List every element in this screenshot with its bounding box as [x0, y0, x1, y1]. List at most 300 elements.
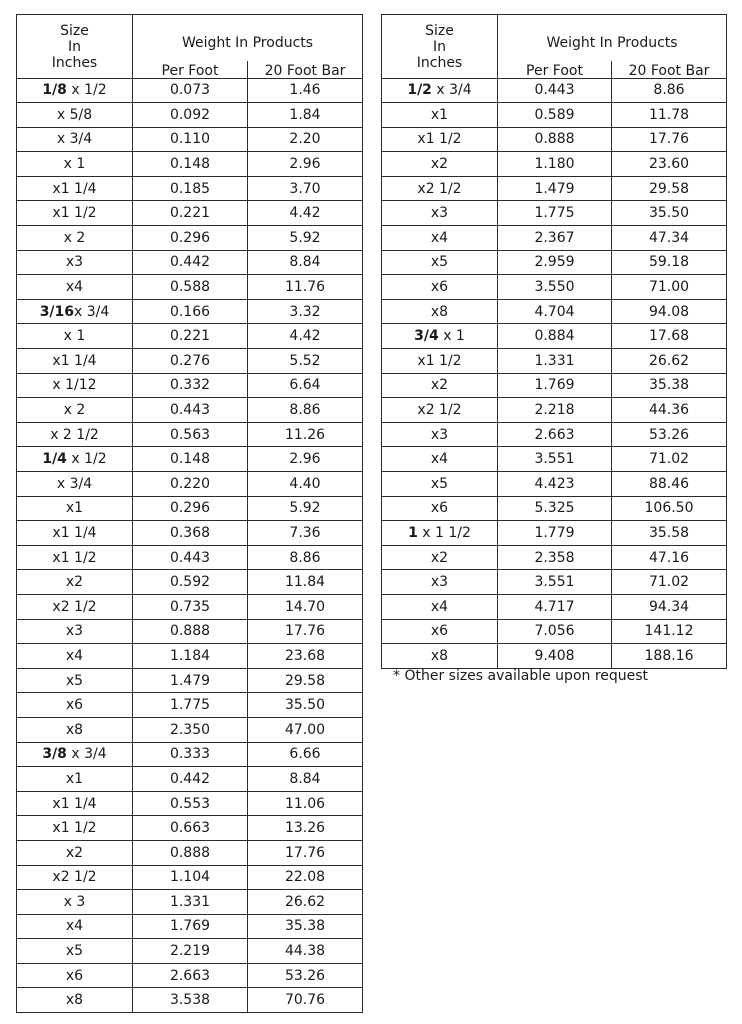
weight-table-left	[16, 14, 363, 1013]
table-row	[382, 644, 727, 669]
size-header-line1: Size	[425, 22, 454, 39]
table-row	[17, 594, 363, 619]
per-foot-cell: 3.550	[498, 275, 612, 300]
per-foot-cell: 1.331	[133, 890, 248, 915]
size-cell	[382, 201, 498, 226]
size-cell	[17, 570, 133, 595]
bar-weight-cell: 5.92	[248, 496, 363, 521]
table-row	[17, 767, 363, 792]
bar-weight-cell: 47.16	[612, 545, 727, 570]
width-label: x4	[430, 229, 449, 246]
size-cell	[17, 447, 133, 472]
size-cell	[17, 127, 133, 152]
table-row	[382, 398, 727, 423]
size-cell	[382, 103, 498, 128]
table-row	[382, 152, 727, 177]
per-foot-cell: 0.888	[133, 840, 248, 865]
size-cell	[17, 496, 133, 521]
table-row	[17, 668, 363, 693]
width-label: x1 1/2	[417, 131, 462, 148]
per-foot-cell: 0.443	[133, 545, 248, 570]
width-label: x5	[430, 475, 449, 492]
table-row	[382, 275, 727, 300]
width-label: x 1	[63, 156, 86, 173]
table-row	[382, 422, 727, 447]
table-row	[17, 619, 363, 644]
width-label: x6	[430, 623, 449, 640]
width-label: x 1/2	[66, 451, 107, 468]
size-cell	[17, 594, 133, 619]
bar-weight-cell: 4.42	[248, 324, 363, 349]
bar-weight-cell: 141.12	[612, 619, 727, 644]
per-foot-cell: 4.717	[498, 594, 612, 619]
size-cell	[17, 890, 133, 915]
per-foot-cell: 0.220	[133, 472, 248, 497]
width-label: x3	[430, 574, 449, 591]
width-label: x 3/4	[66, 746, 107, 763]
table-row	[17, 201, 363, 226]
weight-group-header: Weight In Products	[498, 15, 727, 61]
bar-weight-cell: 8.86	[248, 545, 363, 570]
size-cell	[17, 668, 133, 693]
table-row	[382, 201, 727, 226]
per-foot-cell: 0.333	[133, 742, 248, 767]
table-row	[382, 176, 727, 201]
size-cell	[382, 176, 498, 201]
size-cell	[382, 373, 498, 398]
size-cell	[17, 176, 133, 201]
bar-weight-cell: 26.62	[248, 890, 363, 915]
table-row	[382, 545, 727, 570]
per-foot-cell: 7.056	[498, 619, 612, 644]
table-row	[382, 594, 727, 619]
size-cell	[17, 939, 133, 964]
bar-weight-cell: 5.92	[248, 226, 363, 251]
bar-weight-cell: 1.46	[248, 78, 363, 103]
bar-weight-cell: 35.38	[612, 373, 727, 398]
bar-weight-cell: 11.78	[612, 103, 727, 128]
bar-weight-cell: 2.96	[248, 447, 363, 472]
per-foot-cell: 1.779	[498, 521, 612, 546]
per-foot-cell: 0.110	[133, 127, 248, 152]
size-cell	[17, 914, 133, 939]
width-label: x1 1/4	[52, 352, 97, 369]
table-row	[382, 619, 727, 644]
thickness-label: 3/16	[39, 303, 75, 320]
width-label: x6	[65, 697, 84, 714]
width-label: x 3	[63, 893, 86, 910]
per-foot-cell: 1.331	[498, 349, 612, 374]
bar-weight-cell: 2.20	[248, 127, 363, 152]
per-foot-cell: 4.704	[498, 299, 612, 324]
bar-weight-cell: 22.08	[248, 865, 363, 890]
table-row	[382, 78, 727, 103]
width-label: x2	[65, 844, 84, 861]
table-row	[17, 890, 363, 915]
table-row	[17, 103, 363, 128]
size-cell	[382, 644, 498, 669]
bar-weight-cell: 35.50	[248, 693, 363, 718]
table-row	[17, 496, 363, 521]
bar-weight-cell: 71.02	[612, 447, 727, 472]
per-foot-cell: 0.332	[133, 373, 248, 398]
size-cell	[17, 250, 133, 275]
table-row	[382, 447, 727, 472]
size-cell	[382, 250, 498, 275]
per-foot-cell: 1.184	[133, 644, 248, 669]
width-label: x3	[430, 205, 449, 222]
per-foot-cell: 0.588	[133, 275, 248, 300]
width-label: x1	[65, 500, 84, 517]
size-cell	[382, 496, 498, 521]
bar-weight-cell: 29.58	[612, 176, 727, 201]
bar-weight-cell: 17.76	[248, 840, 363, 865]
width-label: x1	[65, 770, 84, 787]
bar-weight-cell: 106.50	[612, 496, 727, 521]
size-cell	[17, 717, 133, 742]
width-label: x6	[65, 967, 84, 984]
table-row	[382, 250, 727, 275]
size-cell	[17, 693, 133, 718]
size-cell	[382, 422, 498, 447]
thickness-label: 1	[408, 524, 418, 541]
size-cell	[17, 816, 133, 841]
width-label: x 3/4	[74, 303, 110, 320]
width-label: x8	[65, 992, 84, 1009]
width-label: x2	[430, 156, 449, 173]
table-row	[382, 472, 727, 497]
per-foot-cell: 0.442	[133, 767, 248, 792]
width-label: x 5/8	[56, 106, 93, 123]
table-row	[17, 693, 363, 718]
per-foot-cell: 1.769	[498, 373, 612, 398]
table-row	[17, 78, 363, 103]
bar-weight-cell: 3.70	[248, 176, 363, 201]
width-label: x4	[65, 279, 84, 296]
size-cell	[17, 373, 133, 398]
width-label: x2 1/2	[417, 180, 462, 197]
bar-weight-cell: 6.64	[248, 373, 363, 398]
per-foot-cell: 2.959	[498, 250, 612, 275]
per-foot-cell: 2.367	[498, 226, 612, 251]
bar-weight-cell: 8.86	[612, 78, 727, 103]
table-row	[17, 791, 363, 816]
bar-weight-cell: 23.68	[248, 644, 363, 669]
size-column-header	[382, 15, 498, 79]
per-foot-cell: 0.888	[498, 127, 612, 152]
per-foot-cell: 0.442	[133, 250, 248, 275]
width-label: x1 1/2	[52, 549, 97, 566]
size-cell	[17, 349, 133, 374]
table-row	[17, 250, 363, 275]
per-foot-cell: 0.553	[133, 791, 248, 816]
width-label: x2 1/2	[417, 402, 462, 419]
bar-weight-cell: 29.58	[248, 668, 363, 693]
per-foot-cell: 0.663	[133, 816, 248, 841]
per-foot-cell: 0.148	[133, 152, 248, 177]
width-label: x8	[430, 303, 449, 320]
bar-weight-cell: 17.68	[612, 324, 727, 349]
width-label: x4	[65, 647, 84, 664]
weight-group-header: Weight In Products	[133, 15, 363, 61]
size-cell	[17, 201, 133, 226]
size-cell	[17, 644, 133, 669]
per-foot-cell: 2.219	[133, 939, 248, 964]
bar-weight-cell: 71.02	[612, 570, 727, 595]
table-row	[17, 176, 363, 201]
width-label: x 1 1/2	[417, 524, 471, 541]
size-cell	[17, 299, 133, 324]
table-row	[17, 742, 363, 767]
bar-weight-cell: 1.84	[248, 103, 363, 128]
width-label: x 3/4	[431, 82, 472, 99]
size-cell	[17, 78, 133, 103]
table-body-right	[382, 78, 727, 668]
table-row	[17, 914, 363, 939]
bar-weight-cell: 94.34	[612, 594, 727, 619]
table-row	[382, 496, 727, 521]
size-cell	[382, 545, 498, 570]
per-foot-header: Per Foot	[498, 61, 612, 79]
bar-weight-cell: 8.84	[248, 250, 363, 275]
size-cell	[17, 275, 133, 300]
size-cell	[382, 594, 498, 619]
width-label: x 1	[63, 328, 86, 345]
width-label: x2 1/2	[52, 869, 97, 886]
size-cell	[17, 619, 133, 644]
per-foot-cell: 0.166	[133, 299, 248, 324]
width-label: x8	[65, 721, 84, 738]
size-cell	[17, 422, 133, 447]
bar-weight-cell: 8.84	[248, 767, 363, 792]
bar-weight-cell: 17.76	[612, 127, 727, 152]
bar-weight-cell: 53.26	[612, 422, 727, 447]
per-foot-cell: 1.104	[133, 865, 248, 890]
bar-weight-cell: 188.16	[612, 644, 727, 669]
per-foot-cell: 1.479	[133, 668, 248, 693]
per-foot-cell: 0.443	[498, 78, 612, 103]
width-label: x 2 1/2	[50, 426, 99, 443]
table-row	[382, 127, 727, 152]
size-cell	[17, 742, 133, 767]
per-foot-cell: 3.538	[133, 988, 248, 1013]
size-cell	[17, 988, 133, 1013]
bar-weight-cell: 5.52	[248, 349, 363, 374]
table-row	[17, 521, 363, 546]
table-row	[17, 422, 363, 447]
per-foot-cell: 2.663	[133, 963, 248, 988]
bar-weight-cell: 14.70	[248, 594, 363, 619]
size-column-header	[17, 15, 133, 79]
table-row	[382, 299, 727, 324]
size-cell	[17, 545, 133, 570]
size-cell	[382, 127, 498, 152]
size-cell	[17, 472, 133, 497]
per-foot-cell: 0.884	[498, 324, 612, 349]
size-cell	[382, 447, 498, 472]
per-foot-cell: 3.551	[498, 570, 612, 595]
per-foot-cell: 0.592	[133, 570, 248, 595]
size-cell	[17, 398, 133, 423]
width-label: x5	[65, 672, 84, 689]
size-cell	[382, 570, 498, 595]
table-row	[17, 127, 363, 152]
size-cell	[382, 152, 498, 177]
table-row	[17, 939, 363, 964]
table-row	[17, 398, 363, 423]
table-row	[17, 152, 363, 177]
table-row	[17, 963, 363, 988]
bar-weight-cell: 4.42	[248, 201, 363, 226]
per-foot-cell: 0.735	[133, 594, 248, 619]
per-foot-cell: 1.775	[133, 693, 248, 718]
bar-weight-cell: 8.86	[248, 398, 363, 423]
per-foot-cell: 0.296	[133, 226, 248, 251]
size-cell	[17, 324, 133, 349]
weight-table-right	[381, 14, 727, 669]
bar-weight-cell: 53.26	[248, 963, 363, 988]
width-label: x2	[430, 377, 449, 394]
bar-weight-cell: 13.26	[248, 816, 363, 841]
table-row	[17, 349, 363, 374]
per-foot-cell: 2.663	[498, 422, 612, 447]
per-foot-cell: 3.551	[498, 447, 612, 472]
table-row	[17, 447, 363, 472]
thickness-label: 1/2	[407, 82, 432, 99]
per-foot-cell: 2.358	[498, 545, 612, 570]
size-header-line2: In	[67, 38, 81, 55]
bar-weight-cell: 35.50	[612, 201, 727, 226]
per-foot-cell: 0.148	[133, 447, 248, 472]
table-row	[17, 545, 363, 570]
width-label: x2	[430, 549, 449, 566]
width-label: x1 1/4	[52, 180, 97, 197]
thickness-label: 3/8	[42, 746, 67, 763]
table-row	[17, 299, 363, 324]
size-cell	[17, 767, 133, 792]
table-row	[382, 521, 727, 546]
thickness-label: 1/4	[42, 451, 67, 468]
per-foot-cell: 0.368	[133, 521, 248, 546]
size-header-line3: Inches	[416, 54, 463, 71]
width-label: x6	[430, 500, 449, 517]
bar-weight-cell: 7.36	[248, 521, 363, 546]
size-cell	[17, 152, 133, 177]
width-label: x1	[430, 106, 449, 123]
width-label: x1 1/4	[52, 795, 97, 812]
per-foot-cell: 0.443	[133, 398, 248, 423]
bar-weight-cell: 59.18	[612, 250, 727, 275]
per-foot-cell: 0.589	[498, 103, 612, 128]
bar-weight-cell: 6.66	[248, 742, 363, 767]
width-label: x 1	[438, 328, 465, 345]
thickness-label: 3/4	[414, 328, 439, 345]
width-label: x 3/4	[56, 475, 93, 492]
table-row	[17, 570, 363, 595]
size-cell	[382, 472, 498, 497]
per-foot-cell: 0.073	[133, 78, 248, 103]
per-foot-cell: 0.092	[133, 103, 248, 128]
per-foot-cell: 4.423	[498, 472, 612, 497]
width-label: x1 1/2	[417, 352, 462, 369]
table-row	[382, 103, 727, 128]
size-cell	[17, 103, 133, 128]
table-row	[17, 324, 363, 349]
size-cell	[382, 226, 498, 251]
width-label: x 3/4	[56, 131, 93, 148]
size-cell	[382, 619, 498, 644]
bar-weight-cell: 44.38	[248, 939, 363, 964]
per-foot-cell: 9.408	[498, 644, 612, 669]
width-label: x3	[65, 623, 84, 640]
bar-weight-cell: 23.60	[612, 152, 727, 177]
per-foot-cell: 1.775	[498, 201, 612, 226]
table-body-left	[17, 78, 363, 1013]
bar-weight-cell: 35.38	[248, 914, 363, 939]
size-cell	[17, 226, 133, 251]
table-row	[17, 988, 363, 1013]
size-cell	[17, 791, 133, 816]
table-row	[17, 373, 363, 398]
width-label: x1 1/2	[52, 820, 97, 837]
size-cell	[382, 324, 498, 349]
bar-weight-cell: 11.84	[248, 570, 363, 595]
bar-weight-cell: 2.96	[248, 152, 363, 177]
width-label: x 2	[63, 402, 86, 419]
size-cell	[17, 963, 133, 988]
table-row	[17, 644, 363, 669]
table-row	[17, 840, 363, 865]
per-foot-cell: 1.180	[498, 152, 612, 177]
bar-weight-cell: 11.76	[248, 275, 363, 300]
size-header-line3: Inches	[51, 54, 98, 71]
width-label: x4	[65, 918, 84, 935]
width-label: x6	[430, 279, 449, 296]
size-header-line2: In	[432, 38, 446, 55]
size-cell	[382, 521, 498, 546]
per-foot-cell: 5.325	[498, 496, 612, 521]
per-foot-cell: 0.185	[133, 176, 248, 201]
bar-weight-cell: 4.40	[248, 472, 363, 497]
bar-length-header: 20 Foot Bar	[248, 61, 363, 79]
table-row	[382, 570, 727, 595]
width-label: x2 1/2	[52, 598, 97, 615]
bar-length-header: 20 Foot Bar	[612, 61, 727, 79]
per-foot-cell: 2.218	[498, 398, 612, 423]
per-foot-header: Per Foot	[133, 61, 248, 79]
size-cell	[17, 865, 133, 890]
table-row	[17, 275, 363, 300]
width-label: x1 1/2	[52, 205, 97, 222]
size-cell	[17, 840, 133, 865]
per-foot-cell: 0.221	[133, 324, 248, 349]
table-row	[17, 865, 363, 890]
table-row	[17, 717, 363, 742]
size-cell	[382, 78, 498, 103]
bar-weight-cell: 44.36	[612, 398, 727, 423]
thickness-label: 1/8	[42, 82, 67, 99]
per-foot-cell: 0.276	[133, 349, 248, 374]
size-cell	[17, 521, 133, 546]
size-cell	[382, 275, 498, 300]
bar-weight-cell: 35.58	[612, 521, 727, 546]
table-row	[382, 226, 727, 251]
per-foot-cell: 0.563	[133, 422, 248, 447]
table-row	[17, 472, 363, 497]
bar-weight-cell: 3.32	[248, 299, 363, 324]
width-label: x5	[65, 943, 84, 960]
table-row	[17, 226, 363, 251]
